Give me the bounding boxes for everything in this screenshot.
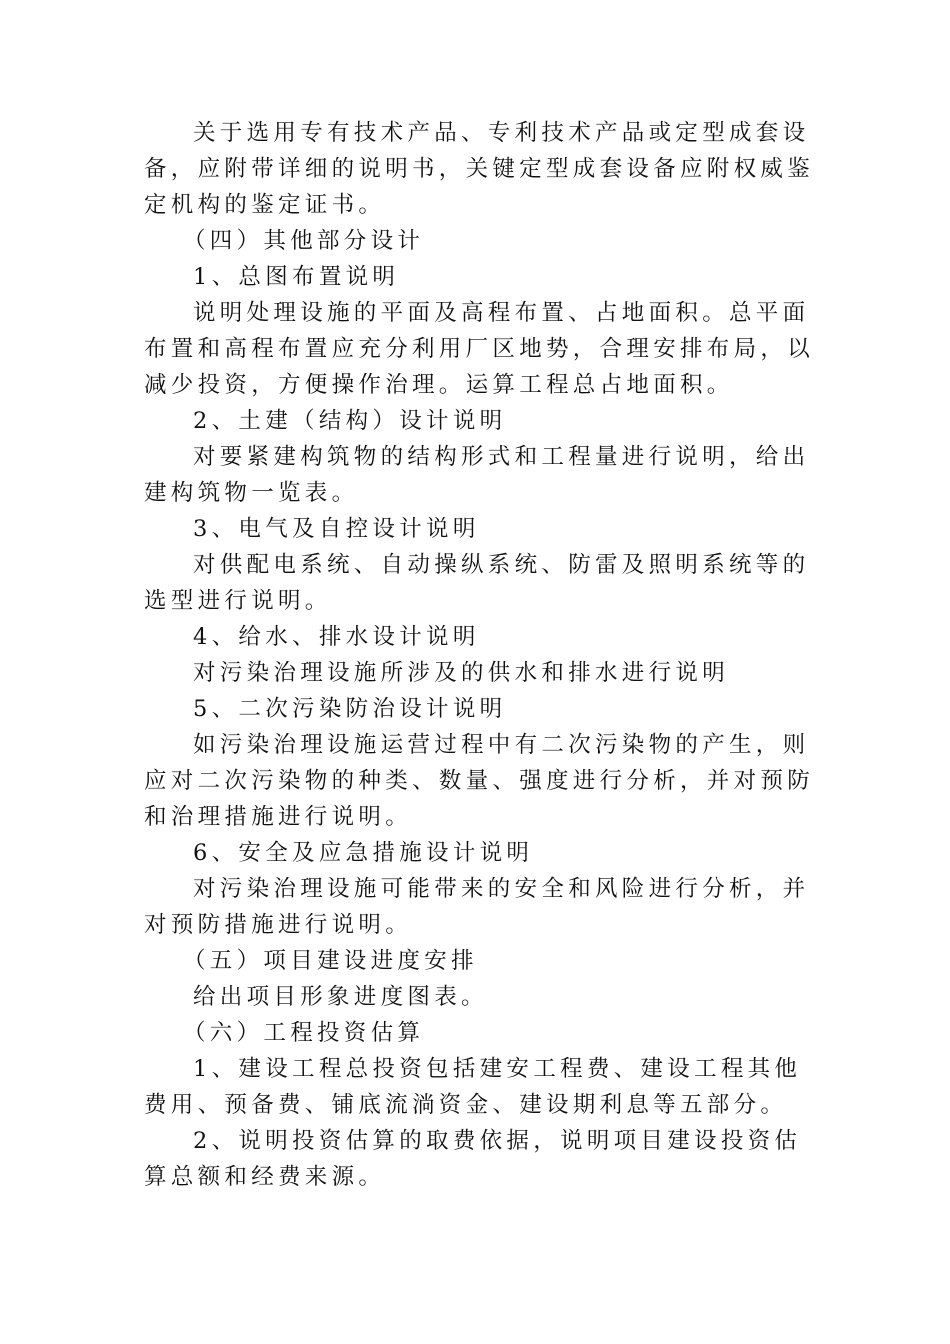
paragraph-schedule: 给出项目形象进度图表。 xyxy=(193,984,488,1010)
document-body xyxy=(144,115,824,1195)
paragraph-electrical-control: 对供配电系统、自动操纵系统、防雷及照明系统等的选型进行说明。 xyxy=(144,552,810,614)
subheading-safety-emergency: 6、安全及应急措施设计说明 xyxy=(193,840,534,866)
section-heading-investment: （六）工程投资估算 xyxy=(183,1020,425,1046)
subheading-electrical-control: 3、电气及自控设计说明 xyxy=(193,516,480,542)
paragraph-secondary-pollution: 如污染治理设施运营过程中有二次污染物的产生，则应对二次污染物的种类、数量、强度进行分析，并对预防和治理措施进行说明。 xyxy=(144,732,815,830)
subheading-secondary-pollution: 5、二次污染防治设计说明 xyxy=(193,696,507,722)
paragraph-investment-basis: 2、说明投资估算的取费依据，说明项目建设投资估算总额和经费来源。 xyxy=(144,1128,802,1190)
subheading-civil-structure: 2、土建（结构）设计说明 xyxy=(193,408,507,434)
paragraph-investment-composition: 1、建设工程总投资包括建安工程费、建设工程其他费用、预备费、铺底流淌资金、建设期利息等五部分。 xyxy=(144,1056,802,1118)
paragraph-water-drainage: 对污染治理设施所涉及的供水和排水进行说明 xyxy=(193,660,730,686)
subheading-water-drainage: 4、给水、排水设计说明 xyxy=(193,624,480,650)
subheading-site-layout: 1、总图布置说明 xyxy=(193,264,400,290)
paragraph-safety-emergency: 对污染治理设施可能带来的安全和风险进行分析，并对预防措施进行说明。 xyxy=(144,876,810,938)
paragraph-civil-structure: 对要紧建构筑物的结构形式和工程量进行说明，给出建构筑物一览表。 xyxy=(144,444,810,506)
paragraph-equipment-docs: 关于选用专有技术产品、专利技术产品或定型成套设备，应附带详细的说明书，关键定型成套设备应附权威鉴定机构的鉴定证书。 xyxy=(144,120,815,218)
section-heading-other-design: （四）其他部分设计 xyxy=(183,228,425,254)
paragraph-site-layout: 说明处理设施的平面及高程布置、占地面积。总平面布置和高程布置应充分利用厂区地势，合理安排布局，以减少投资，方便操作治理。运算工程总占地面积。 xyxy=(144,300,815,398)
section-heading-schedule: （五）项目建设进度安排 xyxy=(183,948,478,974)
